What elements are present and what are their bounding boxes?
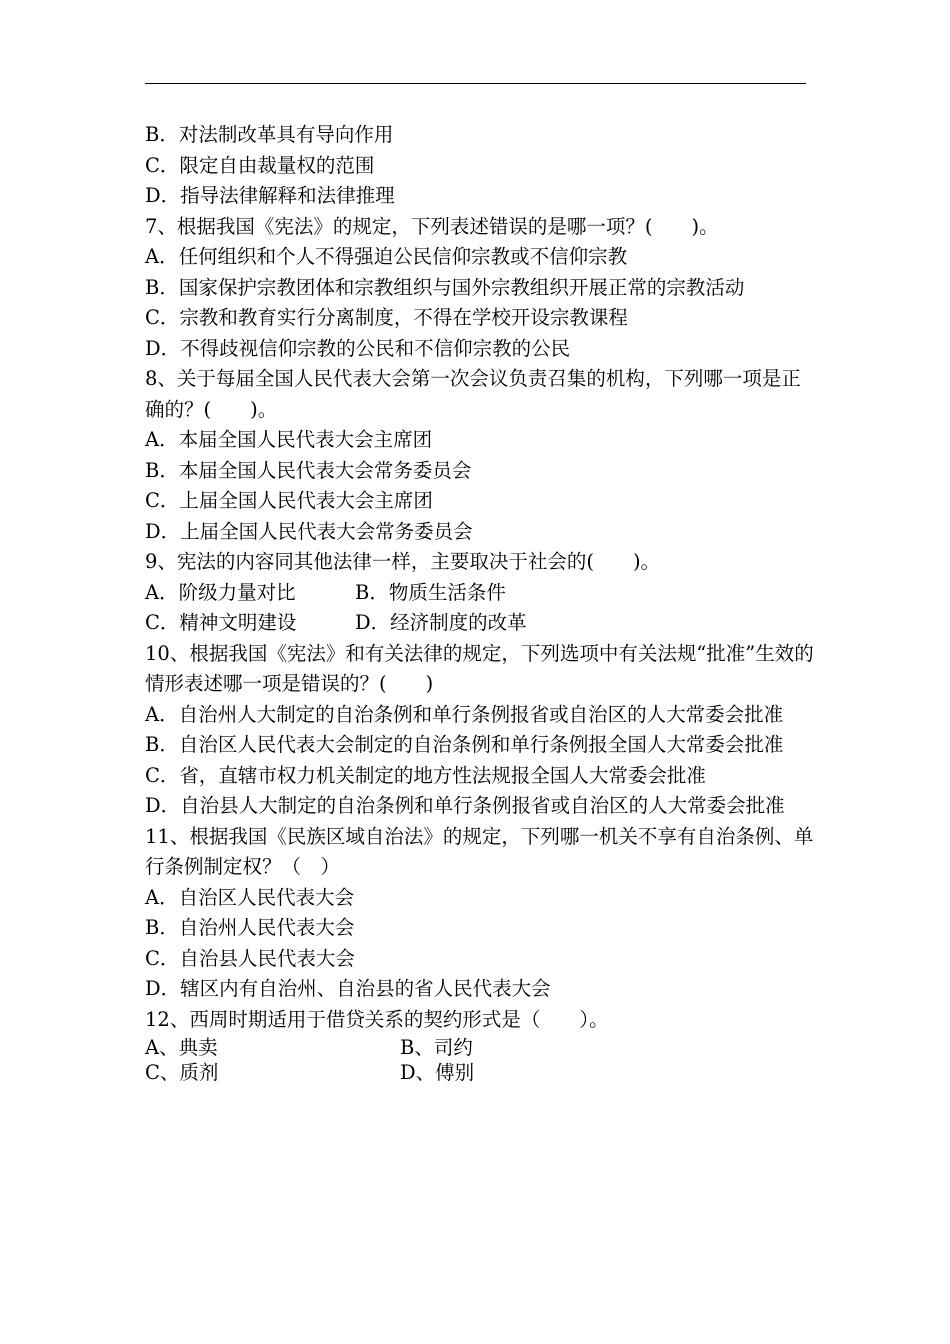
question-10-option-c: C．省，直辖市权力机关制定的地方性法规报全国人大常委会批准: [145, 763, 706, 787]
question-7-stem: 7、根据我国《宪法》的规定，下列表述错误的是哪一项？( )。: [145, 214, 719, 238]
question-7-option-b: B．国家保护宗教团体和宗教组织与国外宗教组织开展正常的宗教活动: [145, 275, 745, 299]
option-d: D．指导法律解释和法律推理: [145, 184, 395, 207]
question-9-option-d: D．经济制度的改革: [355, 611, 527, 634]
question-11-option-c: C．自治县人民代表大会: [145, 946, 355, 970]
question-9-option-c: C．精神文明建设: [145, 611, 297, 634]
question-9-stem: 9、宪法的内容同其他法律一样，主要取决于社会的( )。: [145, 550, 661, 573]
header-rule: [145, 83, 806, 84]
question-8-option-a: A．本届全国人民代表大会主席团: [145, 428, 433, 451]
question-content: [145, 120, 815, 1085]
question-12-option-a: A、典卖: [145, 1036, 218, 1059]
question-11-option-a: A．自治区人民代表大会: [145, 885, 355, 909]
question-12-option-b: B、司约: [400, 1036, 473, 1059]
question-8-option-d: D．上届全国人民代表大会常务委员会: [145, 519, 473, 543]
question-12-options-row-1: [145, 1035, 815, 1060]
question-12-options-row-2: [145, 1060, 815, 1085]
question-12-option-c: C、质剂: [145, 1061, 219, 1084]
question-7-option-d: D．不得歧视信仰宗教的公民和不信仰宗教的公民: [145, 336, 571, 360]
question-11-option-d: D．辖区内有自治州、自治县的省人民代表大会: [145, 977, 551, 1000]
option-c: C．限定自由裁量权的范围: [145, 153, 375, 177]
question-8-option-c: C．上届全国人民代表大会主席团: [145, 489, 433, 512]
question-9-option-a: A．阶级力量对比: [145, 580, 296, 604]
question-8-stem: 8、关于每届全国人民代表大会第一次会议负责召集的机构，下列哪一项是正确的？( )。: [145, 367, 801, 421]
question-9-options-row-2: [145, 608, 815, 639]
question-12-stem: 12、西周时期适用于借贷关系的契约形式是（ ）。: [145, 1007, 609, 1031]
question-10-stem: 10、根据我国《宪法》和有关法律的规定，下列选项中有关法规“批准”生效的情形表述哪一项是错误的？( ): [145, 641, 814, 695]
question-9-options-row-1: [145, 578, 815, 609]
question-11-option-b: B．自治州人民代表大会: [145, 916, 355, 939]
question-7-option-a: A．任何组织和个人不得强迫公民信仰宗教或不信仰宗教: [145, 245, 628, 268]
question-10-option-b: B．自治区人民代表大会制定的自治条例和单行条例报全国人大常委会批准: [145, 733, 784, 756]
question-8-option-b: B．本届全国人民代表大会常务委员会: [145, 458, 472, 482]
question-10-option-d: D．自治县人大制定的自治条例和单行条例报省或自治区的人大常委会批准: [145, 794, 785, 817]
option-b: B．对法制改革具有导向作用: [145, 123, 394, 146]
question-9-option-b: B．物质生活条件: [355, 580, 506, 604]
question-12-option-d: D、傅别: [400, 1061, 475, 1084]
question-11-stem: 11、根据我国《民族区域自治法》的规定，下列哪一机关不享有自治条例、单行条例制定权？（ ）: [145, 824, 814, 878]
question-7-option-c: C．宗教和教育实行分离制度，不得在学校开设宗教课程: [145, 306, 628, 329]
question-10-option-a: A．自治州人大制定的自治条例和单行条例报省或自治区的人大常委会批准: [145, 702, 784, 726]
